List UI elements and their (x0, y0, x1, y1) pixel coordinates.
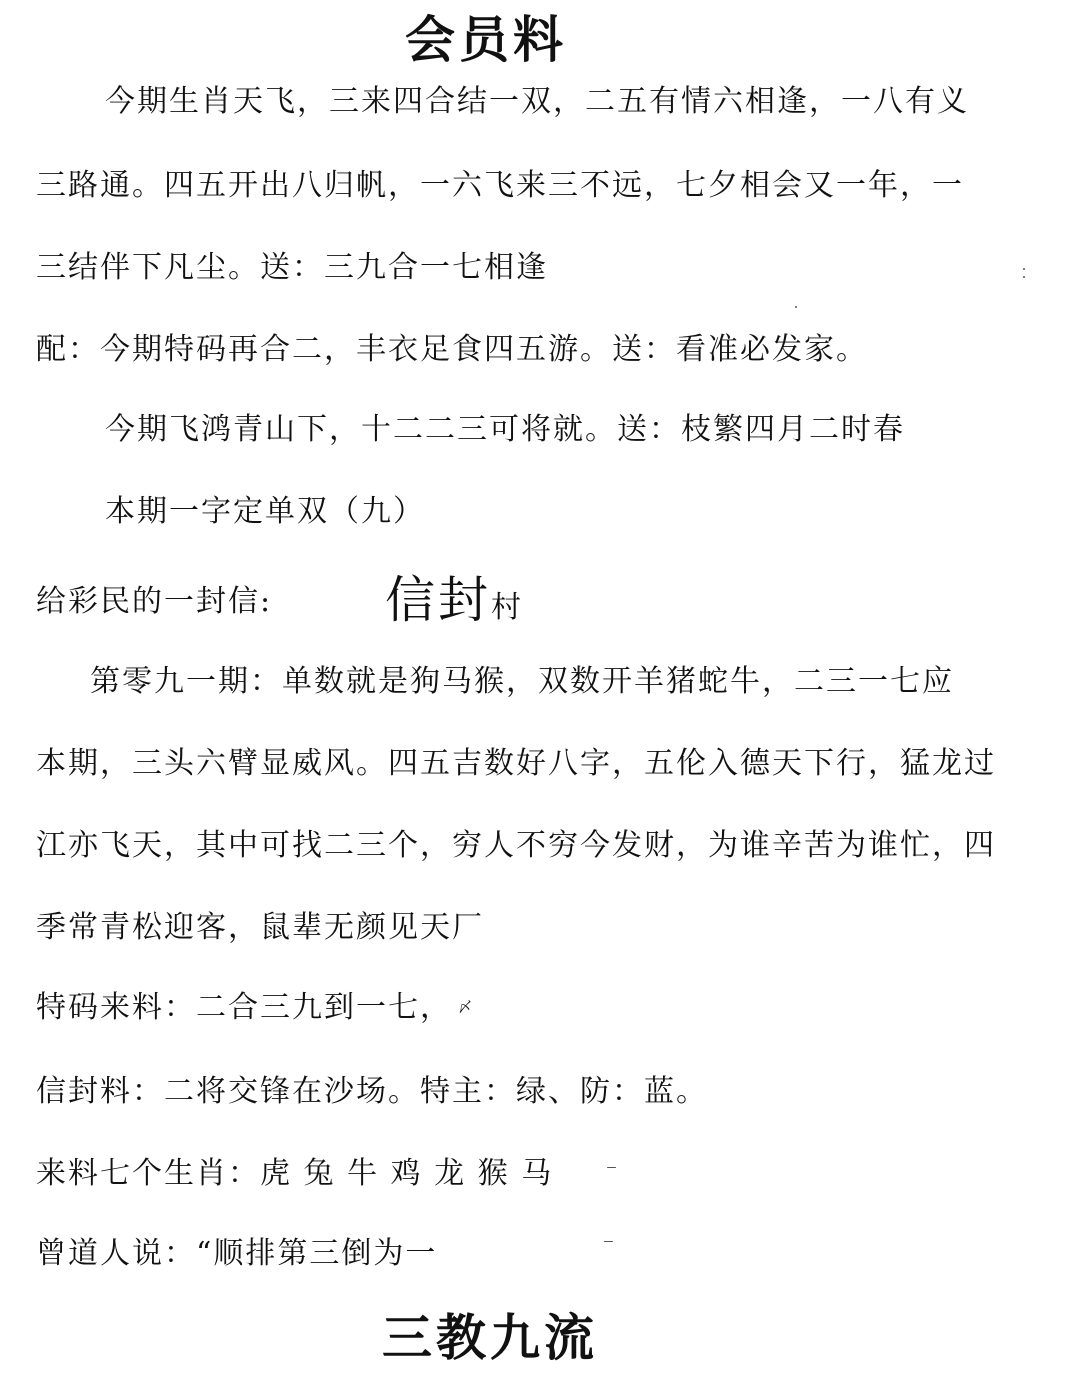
scan-speck (1023, 276, 1025, 278)
scan-speck (1023, 268, 1025, 270)
poem-line: 三路通。四五开出八归帆，一六飞来三不远，七夕相会又一年，一 (36, 168, 964, 203)
zodiac-line: 来料七个生肖：虎 兔 牛 鸡 龙 猴 马 (36, 1156, 554, 1191)
pei-line: 今期飞鸿青山下，十二二三可将就。送：枝繁四月二时春 (105, 412, 905, 447)
issue-line: 江亦飞天，其中可找二三个，穷人不穷今发财，为谁辛苦为谁忙，四 (36, 828, 996, 863)
envelope-line: 信封料：二将交锋在沙场。特主：绿、防：蓝。 (36, 1074, 708, 1109)
pei-line: 配：今期特码再合二，丰衣足食四五游。送：看准必发家。 (36, 332, 868, 367)
issue-line: 季常青松迎客，鼠辈无颜见天厂 (36, 910, 484, 945)
poem-line: 今期生肖天飞，三来四合结一双，二五有情六相逢，一八有义 (105, 84, 969, 119)
scan-speck (607, 1167, 616, 1168)
letter-heading (385, 570, 524, 638)
scan-speck (795, 306, 797, 308)
special-code-line (36, 988, 474, 1028)
scan-speck (604, 1241, 613, 1242)
footer-title: 三教九流 (382, 1308, 598, 1367)
special-code-text: 特码来料：二合三九到一七， (36, 990, 452, 1025)
issue-line: 本期，三头六臂显威风。四五吉数好八字，五伦入德天下行，猛龙过 (36, 746, 996, 781)
letter-heading-extra: 村 (491, 590, 524, 625)
special-code-mark: 〆 (458, 1000, 474, 1016)
poem-line: 三结伴下凡尘。送：三九合一七相逢 (36, 250, 548, 285)
letter-label: 给彩民的一封信: (36, 584, 273, 619)
letter-heading-text: 信封 (385, 571, 491, 629)
taoist-line: 曾道人说：“顺排第三倒为一 (36, 1236, 438, 1271)
pei-line: 本期一字定单双（九） (105, 494, 425, 529)
issue-line: 第零九一期：单数就是狗马猴，双数开羊猪蛇牛，二三一七应 (90, 664, 954, 699)
page-title: 会员料 (405, 10, 567, 69)
